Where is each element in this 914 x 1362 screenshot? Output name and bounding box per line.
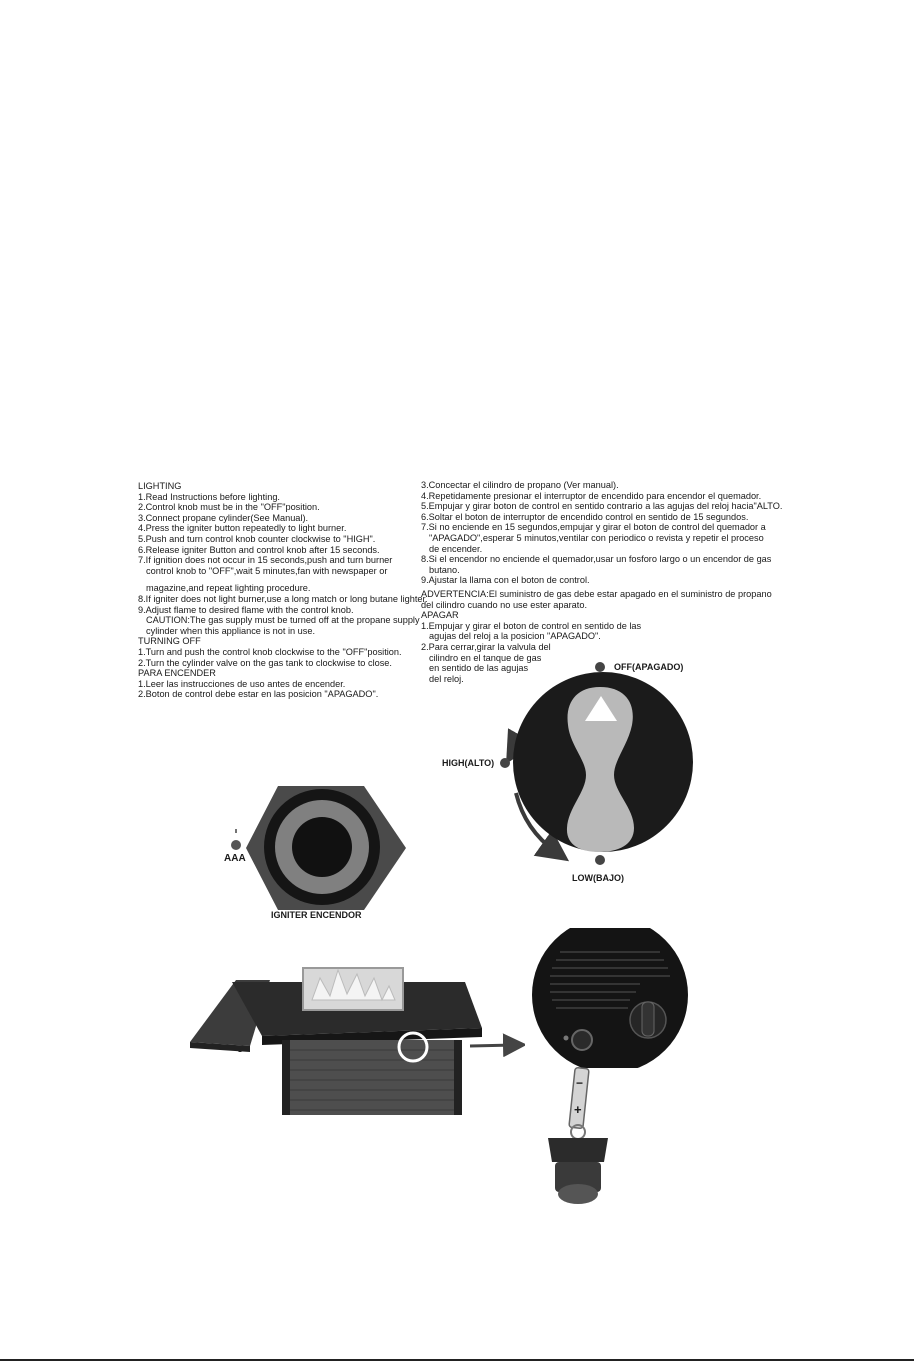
minus-sign: − [576, 1076, 584, 1090]
lighting-step: control knob to "OFF",wait 5 minutes,fan with newspaper or [146, 565, 388, 576]
control-knob-diagram [490, 650, 810, 890]
turning-off-heading: TURNING OFF [138, 636, 201, 647]
battery-diagram [535, 1065, 615, 1215]
lighting-heading: LIGHTING [138, 481, 182, 491]
off-marker-dot [595, 662, 605, 672]
igniter-button-icon [292, 817, 352, 877]
battery-dot [231, 840, 241, 850]
para-encender-step: butano. [429, 564, 460, 575]
lighting-step: 5.Push and turn control knob counter clockwise to "HIGH". [138, 533, 376, 544]
apagar-step: del reloj. [429, 673, 464, 684]
apagar-step: 2.Para cerrar,girar la valvula del [421, 641, 551, 652]
lighting-step: 1.Read Instructions before lighting. [138, 491, 280, 502]
control-knob-closeup [630, 1002, 666, 1038]
para-encender-step: 4.Repetidamente presionar el interruptor de encendido para encendor el quemador. [421, 490, 762, 501]
turning-off-step: 2.Turn the cylinder valve on the gas tank to clockwise to close. [138, 657, 392, 668]
footer-rule [0, 1359, 914, 1361]
para-encender-step: 8.Si el encendor no enciende el quemador,usar un fosforo largo o un encendor de gas [421, 554, 772, 565]
lighting-step: 9.Adjust flame to desired flame with the control knob. [138, 604, 354, 615]
off-label: OFF(APAGADO) [614, 662, 684, 672]
battery-label: AAA [224, 853, 246, 864]
caution-text: CAUTION:The gas supply must be turned off at the propane supply [146, 615, 420, 626]
high-marker-dot [500, 758, 510, 768]
fire-table-photo [185, 955, 525, 1120]
para-encender-step: de encender. [429, 543, 483, 554]
apagar-step: en sentido de las agujas [429, 663, 529, 674]
high-label: HIGH(ALTO) [442, 758, 495, 768]
apagar-step: 1.Empujar y girar el boton de control en sentido de las [421, 620, 642, 631]
para-encender-step: 1.Leer las instrucciones de uso antes de encender. [138, 678, 346, 689]
lighting-instructions-en [138, 481, 428, 700]
lighting-step: 8.If igniter does not light burner,use a long match or long butane lighter. [138, 593, 428, 604]
igniter-label: IGNITER ENCENDOR [271, 910, 362, 920]
lighting-step: 2.Control knob must be in the "OFF"position. [138, 502, 320, 513]
lighting-step: 6.Release igniter Button and control knob after 15 seconds. [138, 544, 380, 555]
turning-off-step: 1.Turn and push the control knob clockwise to the "OFF"position. [138, 646, 402, 657]
para-encender-step: 7.Si no enciende en 15 segundos,empujar y girar el boton de control del quemador a [421, 522, 766, 533]
plus-sign: + [574, 1102, 582, 1117]
para-encender-step: 2.Boton de control debe estar en las posicion "APAGADO". [138, 689, 379, 700]
control-panel-closeup [525, 928, 695, 1068]
low-label: LOW(BAJO) [572, 873, 624, 883]
lighting-step: magazine,and repeat lighting procedure. [146, 583, 311, 594]
para-encender-step: 9.Ajustar la llama con el boton de control. [421, 575, 590, 586]
apagar-step: agujas del reloj a la posicion "APAGADO". [429, 631, 601, 642]
igniter-diagram [220, 780, 420, 915]
para-encender-step: "APAGADO",esperar 5 minutos,ventilar con periodico o revista y repetir el proceso [429, 532, 764, 543]
para-encender-step: 3.Concectar el cilindro de propano (Ver manual). [421, 480, 619, 490]
apagar-step: cilindro en el tanque de gas [429, 652, 542, 663]
igniter-button-closeup [572, 1030, 592, 1050]
igniter-cap-icon [548, 1138, 608, 1162]
low-marker-dot [595, 855, 605, 865]
lighting-step: 7.If ignition does not occur in 15 seconds,push and turn burner [138, 555, 393, 566]
wicker-base [282, 1040, 462, 1115]
lighting-step: 3.Connect propane cylinder(See Manual). [138, 512, 309, 523]
advertencia-text: ADVERTENCIA:El suministro de gas debe estar apagado en el suministro de propano [421, 588, 772, 599]
pointer-arrow [470, 1045, 515, 1046]
lighting-step: 4.Press the igniter button repeatedly to light burner. [138, 523, 347, 534]
para-encender-step: 5.Empujar y girar boton de control en sentido contrario a las agujas del reloj hacia"ALTO. [421, 501, 783, 512]
para-encender-step: 6.Soltar el boton de interruptor de encendido control en sentido de 15 segundos. [421, 511, 749, 522]
caution-text: cylinder when this appliance is not in use. [146, 625, 316, 636]
para-encender-heading: PARA ENCENDER [138, 668, 216, 679]
apagar-heading: APAGAR [421, 610, 459, 621]
advertencia-text: del cilindro cuando no use ester aparato. [421, 599, 587, 610]
